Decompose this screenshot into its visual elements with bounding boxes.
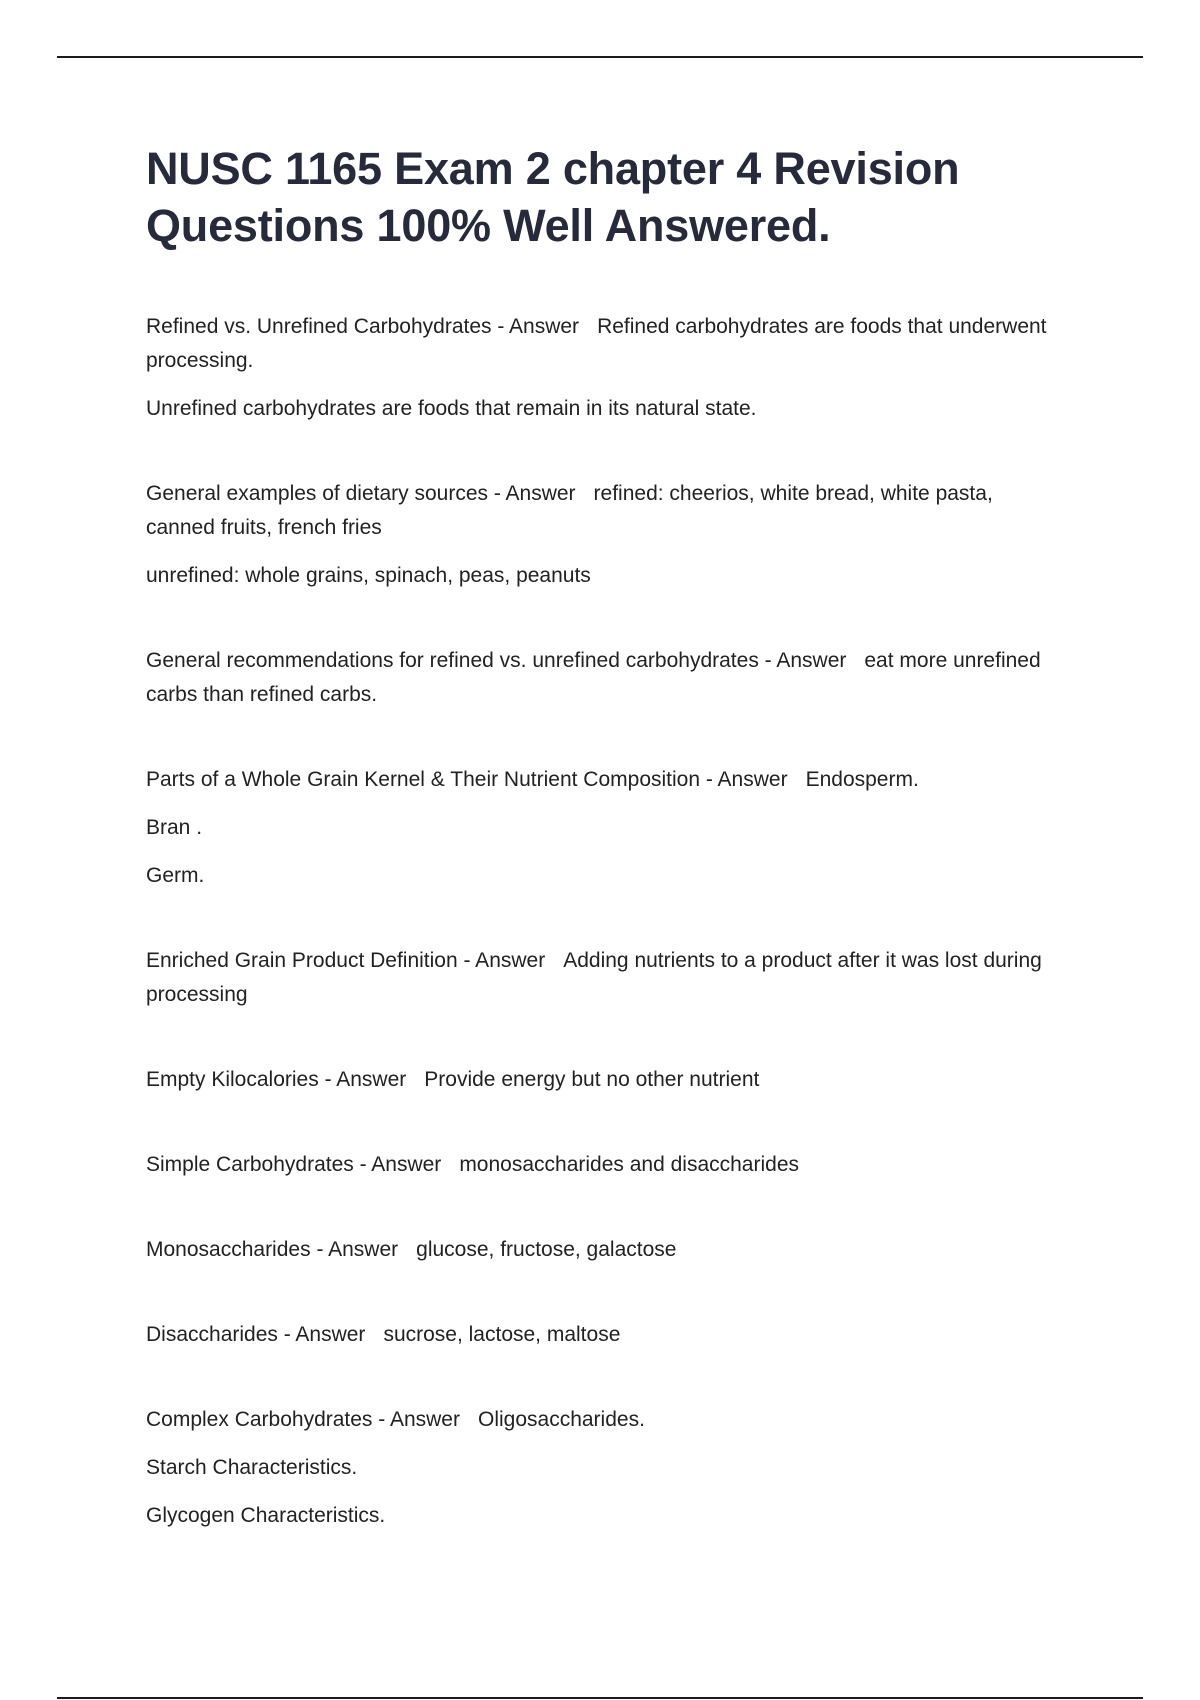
qa-item	[146, 477, 1066, 593]
qa-answer-separator: - Answer	[764, 649, 847, 672]
qa-answer-line: Starch Characteristics.	[146, 1456, 358, 1479]
qa-answer-separator: - Answer	[378, 1408, 460, 1431]
qa-question-line	[146, 1403, 1066, 1437]
qa-item	[146, 644, 1066, 712]
qa-item	[146, 1233, 1066, 1267]
qa-question-line	[146, 1318, 1066, 1352]
qa-term: Disaccharides	[146, 1323, 278, 1346]
qa-answer: monosaccharides and disaccharides	[459, 1153, 800, 1176]
qa-term: Parts of a Whole Grain Kernel & Their Nutrient Composition	[146, 768, 701, 791]
qa-answer-separator: - Answer	[493, 482, 576, 505]
qa-answer-separator: - Answer	[359, 1153, 442, 1176]
qa-term: Refined vs. Unrefined Carbohydrates	[146, 315, 492, 338]
qa-term: Monosaccharides	[146, 1238, 311, 1261]
qa-answer: refined: cheerios, white bread, white pasta, canned fruits, french fries	[146, 482, 993, 539]
qa-answer-separator: - Answer	[316, 1238, 399, 1261]
qa-answer-separator: - Answer	[283, 1323, 366, 1346]
qa-list	[146, 310, 1066, 1533]
qa-item	[146, 1403, 1066, 1533]
top-rule	[57, 56, 1143, 58]
qa-term: Simple Carbohydrates	[146, 1153, 354, 1176]
qa-answer-line: Glycogen Characteristics.	[146, 1504, 386, 1527]
document-body	[146, 140, 1066, 1584]
qa-answer-separator: - Answer	[705, 768, 788, 791]
qa-term: Empty Kilocalories	[146, 1068, 319, 1091]
qa-question-line	[146, 1233, 1066, 1267]
qa-answer: Adding nutrients to a product after it was lost during processing	[146, 949, 1042, 1006]
qa-answer: eat more unrefined carbs than refined carbs.	[146, 649, 1041, 706]
qa-item	[146, 944, 1066, 1012]
qa-question-line	[146, 1148, 1066, 1182]
qa-answer-separator: - Answer	[497, 315, 580, 338]
qa-answer-line: Germ.	[146, 864, 205, 887]
qa-answer: Provide energy but no other nutrient	[424, 1068, 760, 1091]
qa-answer-separator: - Answer	[463, 949, 546, 972]
qa-term: General recommendations for refined vs. unrefined carbohydrates	[146, 649, 759, 672]
qa-answer-line: unrefined: whole grains, spinach, peas, peanuts	[146, 564, 591, 587]
qa-answer: Endosperm.	[805, 768, 919, 791]
qa-question-line	[146, 1063, 1066, 1097]
qa-item	[146, 310, 1066, 426]
qa-term: Enriched Grain Product Definition	[146, 949, 458, 972]
qa-term: General examples of dietary sources	[146, 482, 488, 505]
document-title: NUSC 1165 Exam 2 chapter 4 Revision Questions 100% Well Answered.	[146, 143, 960, 251]
qa-question-line	[146, 763, 1066, 797]
qa-item	[146, 763, 1066, 893]
qa-item	[146, 1063, 1066, 1097]
qa-question-line	[146, 477, 1066, 545]
qa-answer: glucose, fructose, galactose	[416, 1238, 677, 1261]
qa-answer-line: Unrefined carbohydrates are foods that remain in its natural state.	[146, 397, 757, 420]
qa-answer: Oligosaccharides.	[477, 1408, 645, 1431]
qa-answer: sucrose, lactose, maltose	[383, 1323, 621, 1346]
qa-answer: Refined carbohydrates are foods that underwent processing.	[146, 315, 1047, 372]
qa-term: Complex Carbohydrates	[146, 1408, 373, 1431]
bottom-rule	[57, 1697, 1143, 1699]
qa-question-line	[146, 644, 1066, 712]
qa-answer-line: Bran .	[146, 816, 203, 839]
qa-question-line	[146, 310, 1066, 378]
qa-answer-separator: - Answer	[324, 1068, 407, 1091]
qa-question-line	[146, 944, 1066, 1012]
qa-item	[146, 1318, 1066, 1352]
qa-item	[146, 1148, 1066, 1182]
